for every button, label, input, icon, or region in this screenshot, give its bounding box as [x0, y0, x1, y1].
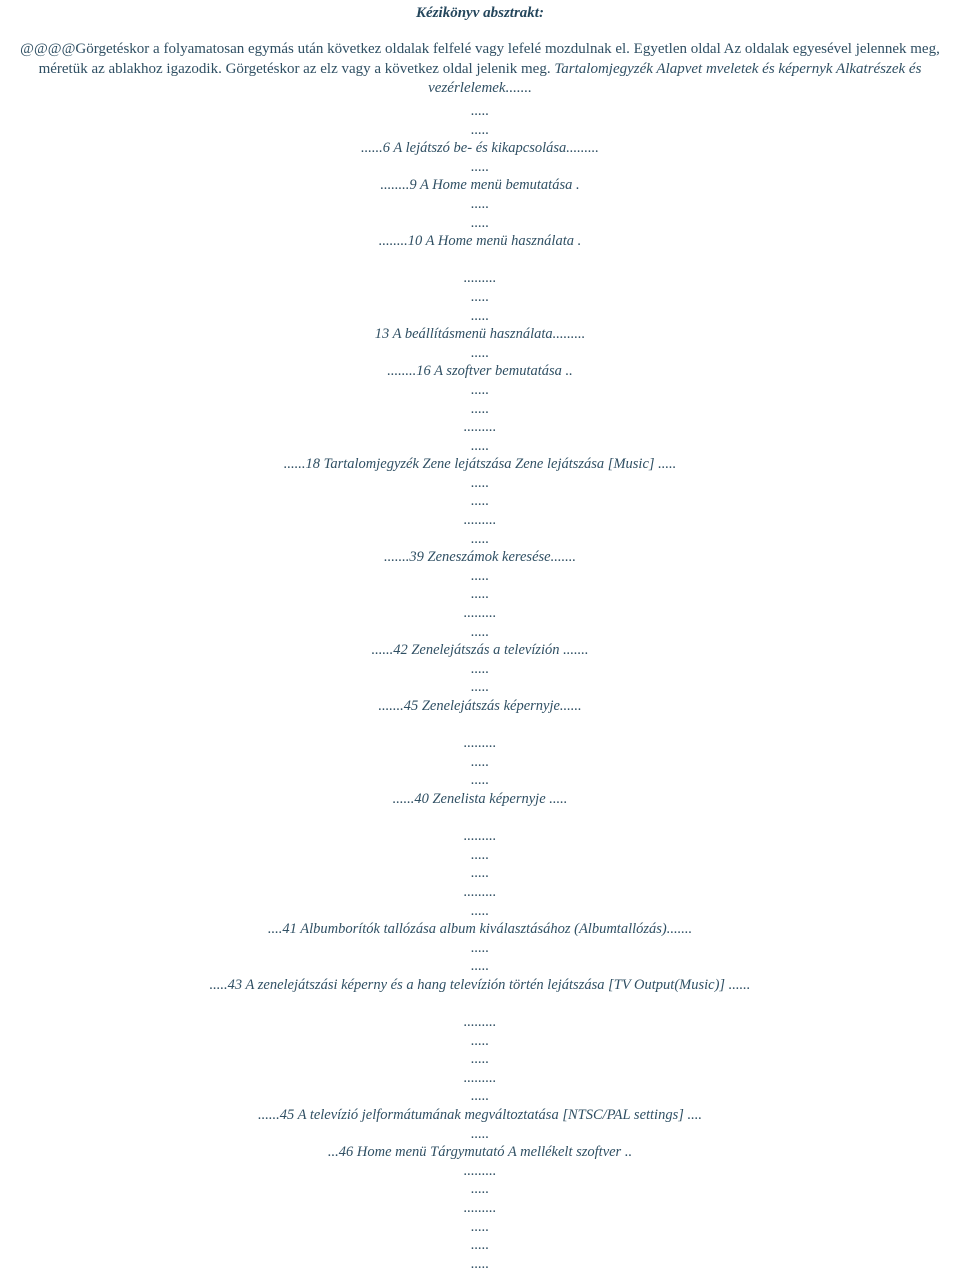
- toc-line: .....: [470, 400, 490, 417]
- toc-line: .....: [470, 288, 490, 305]
- toc-line: .....: [470, 344, 490, 361]
- toc-line: .........: [463, 1162, 497, 1179]
- toc-line: .....: [470, 158, 490, 175]
- toc-line: .....: [470, 567, 490, 584]
- toc-line: .....: [470, 381, 490, 398]
- toc-line: 13 A beállításmenü használata.........: [374, 326, 586, 343]
- toc-line: .....: [470, 623, 490, 640]
- abstract-paragraph: [18, 40, 942, 99]
- toc-line: ......18 Tartalomjegyzék Zene lejátszása Zene lejátszása [Music] .....: [283, 456, 677, 473]
- toc-line: .....: [470, 939, 490, 956]
- toc-line: .....: [470, 586, 490, 603]
- toc-line: .........: [463, 828, 497, 845]
- toc-line: .....: [470, 103, 490, 119]
- toc-line: ....41 Albumborítók tallózása album kiválasztásához (Albumtallózás).......: [267, 921, 693, 938]
- document-title: Kézikönyv absztrakt:: [416, 5, 544, 21]
- toc-line: .........: [463, 1200, 497, 1217]
- toc-line: .......39 Zeneszámok keresése.......: [384, 549, 576, 566]
- toc-line: .....: [470, 660, 490, 677]
- toc-line: ......6 A lejátszó be- és kikapcsolása.........: [361, 140, 599, 157]
- toc-line: [0, 251, 960, 270]
- toc-line: .........: [463, 735, 497, 752]
- toc-line: .....: [470, 865, 490, 882]
- toc-line: .....43 A zenelejátszási képerny és a hang televízión történ lejátszása [TV Output(Music)] ......: [209, 976, 751, 993]
- toc-line: ........16 A szoftver bemutatása ..: [387, 363, 573, 380]
- toc-line: .....: [470, 530, 490, 547]
- toc-line: .....: [470, 772, 490, 789]
- toc-line: [0, 809, 960, 828]
- toc-line: .....: [470, 493, 490, 510]
- toc-line: .......45 Zenelejátszás képernyje......: [378, 698, 582, 714]
- toc-line: ...46 Home menü Tárgymutató A mellékelt szoftver ..: [327, 1144, 633, 1161]
- toc-line: .....: [470, 1051, 490, 1068]
- toc-line: .........: [463, 512, 497, 529]
- toc-line: .........: [463, 270, 497, 287]
- toc-line: .....: [470, 214, 490, 231]
- toc-line: .........: [463, 1069, 497, 1086]
- toc-line: .....: [470, 1088, 490, 1105]
- toc-line: ......45 A televízió jelformátumának megváltoztatása [NTSC/PAL settings] ....: [257, 1107, 702, 1124]
- toc-line: .....: [470, 474, 490, 491]
- toc-line: .....: [470, 753, 490, 770]
- toc-line: .....: [470, 679, 490, 696]
- toc-line: [0, 716, 960, 735]
- toc-line: ........10 A Home menü használata .: [378, 233, 582, 250]
- toc-line: .....: [470, 846, 490, 863]
- toc-line: ........9 A Home menü bemutatása .: [380, 177, 580, 194]
- toc-line: .........: [463, 1014, 497, 1031]
- toc-line: .....: [470, 1255, 490, 1272]
- table-of-contents: [0, 102, 960, 1273]
- toc-heading-text: Tartalomjegyzék Alapvet mveletek és képernyk Alkatrészek és vezérlelemek.......: [428, 60, 922, 96]
- toc-line: .....: [470, 1218, 490, 1235]
- toc-line: .....: [470, 1181, 490, 1198]
- toc-line: .....: [470, 195, 490, 212]
- toc-line: .........: [463, 605, 497, 622]
- toc-line: .....: [470, 1032, 490, 1049]
- toc-line: [0, 995, 960, 1014]
- toc-line: .........: [463, 419, 497, 436]
- toc-line: ......42 Zenelejátszás a televízión .......: [371, 642, 589, 659]
- toc-line: .....: [470, 307, 490, 324]
- toc-line: .........: [463, 883, 497, 900]
- toc-line: .....: [470, 121, 490, 138]
- toc-line: .....: [470, 1125, 490, 1142]
- toc-line: .....: [470, 902, 490, 919]
- toc-line: ......40 Zenelista képernyje .....: [392, 790, 568, 807]
- toc-line: .....: [470, 958, 490, 975]
- toc-line: .....: [470, 437, 490, 454]
- toc-line: .....: [470, 1237, 490, 1254]
- abstract-text: @@@@Görgetéskor a folyamatosan egymás után következ oldalak felfelé vagy lefelé mozdulnak el. Egyetlen oldal Az oldalak egyesével jelennek meg, méretük az ablakhoz igazodik. Görgetéskor az elz vagy a következ oldal jelenik meg.: [20, 41, 940, 77]
